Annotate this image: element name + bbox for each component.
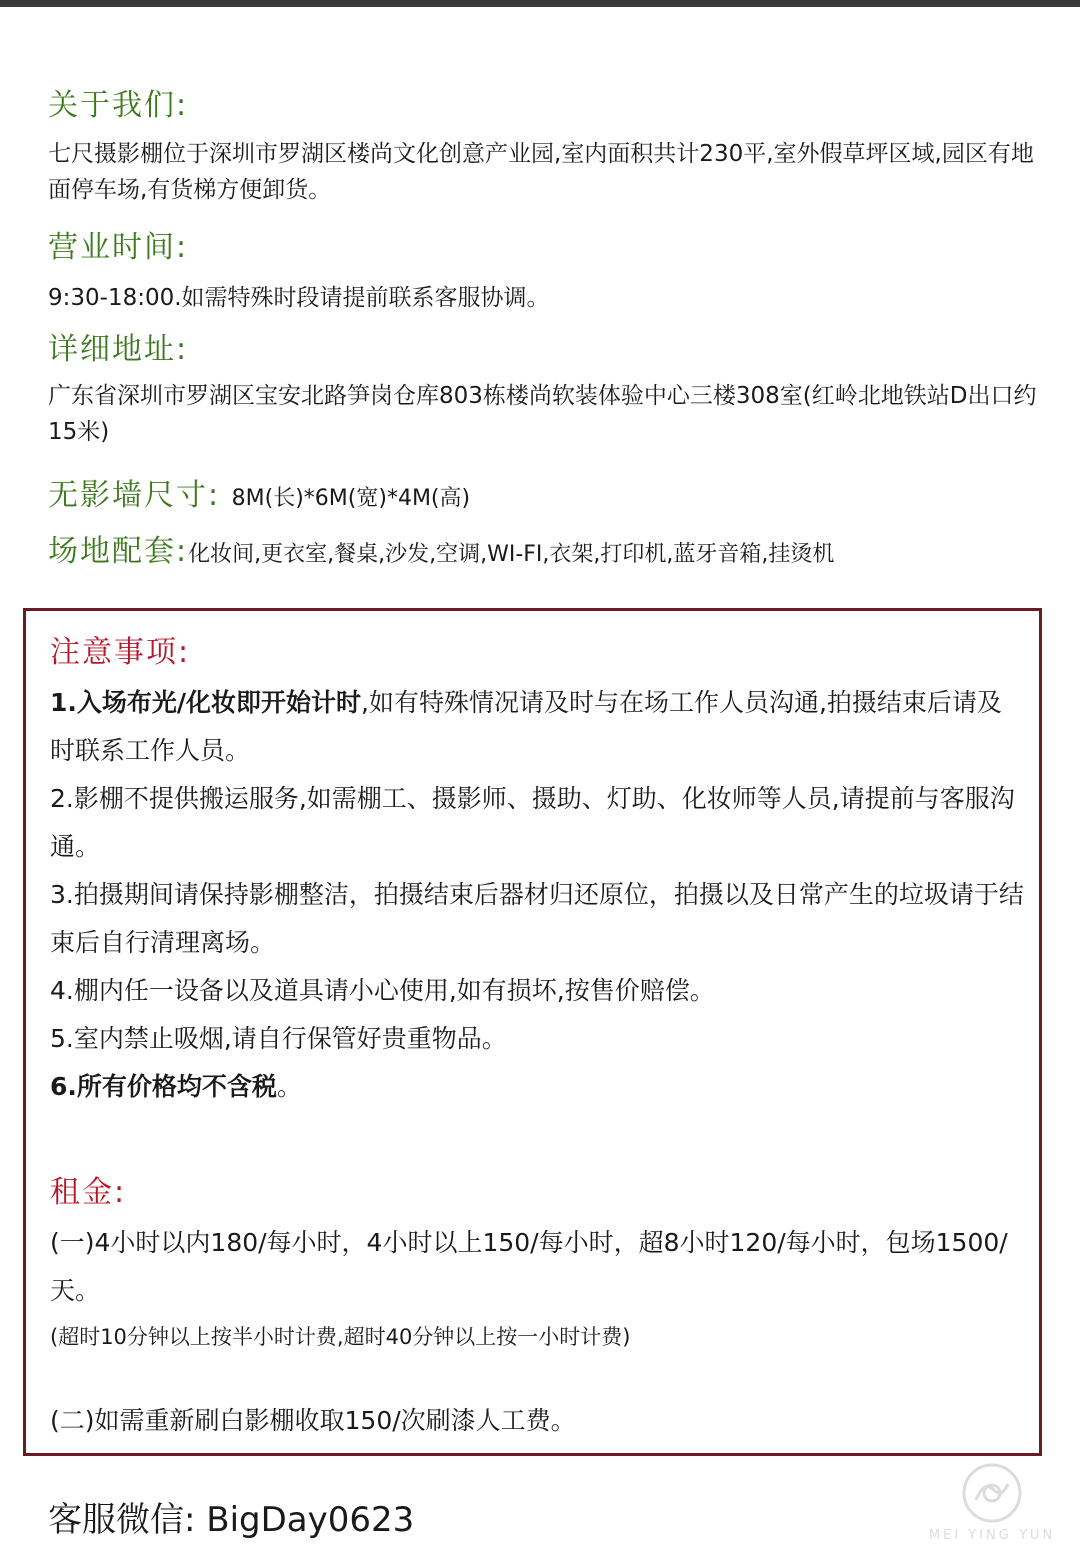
notice-item-3: 3.拍摄期间请保持影棚整洁，拍摄结束后器材归还原位，拍摄以及日常产生的垃圾请于结束后自行清理离场。 — [50, 880, 1024, 957]
notice-item-6-bold: 6.所有价格均不含税 — [50, 1072, 277, 1101]
wall-size-heading: 无影墙尺寸: — [48, 478, 221, 513]
wall-size-value: 8M(长)*6M(宽)*4M(高) — [231, 486, 471, 511]
notice-item-1-bold: 1.入场布光/化妆即开始计时 — [50, 688, 362, 717]
contact-wechat: 客服微信: BigDay0623 — [48, 1500, 415, 1540]
facilities-value: 化妆间,更衣室,餐桌,沙发,空调,WI-FI,衣架,打印机,蓝牙音箱,挂烫机 — [188, 542, 835, 567]
hours-heading: 营业时间: — [48, 230, 189, 265]
about-text: 七尺摄影棚位于深圳市罗湖区楼尚文化创意产业园,室内面积共计230平,室外假草坪区域,园区有地面停车场,有货梯方便卸货。 — [48, 141, 1034, 203]
rent-overtime-note: (超时10分钟以上按半小时计费,超时40分钟以上按一小时计费) — [50, 1325, 631, 1349]
notice-item-6 — [50, 1063, 1025, 1111]
notice-box — [23, 608, 1042, 1456]
notice-heading: 注意事项: — [50, 635, 191, 670]
about-heading: 关于我们: — [48, 88, 189, 123]
notice-list — [50, 679, 1025, 1111]
notice-item-4: 4.棚内任一设备以及道具请小心使用,如有损坏,按售价赔偿。 — [50, 976, 715, 1005]
address-heading: 详细地址: — [48, 332, 189, 367]
notice-item-1 — [50, 679, 1025, 775]
rent-line-2: (二)如需重新刷白影棚收取150/次刷漆人工费。 — [50, 1406, 576, 1435]
watermark-logo-icon — [954, 1462, 1030, 1524]
top-edge-bar — [0, 0, 1080, 7]
notice-item-2: 2.影棚不提供搬运服务,如需棚工、摄影师、摄助、灯助、化妆师等人员,请提前与客服沟通。 — [50, 784, 1015, 861]
watermark-text: MEI YING YUN — [928, 1528, 1056, 1543]
notice-item-6-text: 。 — [276, 1072, 302, 1101]
hours-text: 9:30-18:00.如需特殊时段请提前联系客服协调。 — [48, 285, 550, 311]
wall-size-row — [48, 470, 470, 514]
watermark — [912, 1462, 1072, 1552]
address-text: 广东省深圳市罗湖区宝安北路笋岗仓库803栋楼尚软装体验中心三楼308室(红岭北地铁站D出口约15米) — [48, 383, 1037, 445]
rent-heading: 租金: — [50, 1175, 127, 1210]
notice-item-5: 5.室内禁止吸烟,请自行保管好贵重物品。 — [50, 1024, 507, 1053]
rent-line-1: (一)4小时以内180/每小时，4小时以上150/每小时，超8小时120/每小时，包场1500/天。 — [50, 1228, 1008, 1305]
facilities-row — [48, 526, 834, 570]
notice-item-1-text: ,如有特殊情况请及时与在场工作人员沟通,拍摄结束后请及时联系工作人员。 — [50, 688, 1002, 765]
facilities-heading: 场地配套: — [48, 534, 189, 569]
